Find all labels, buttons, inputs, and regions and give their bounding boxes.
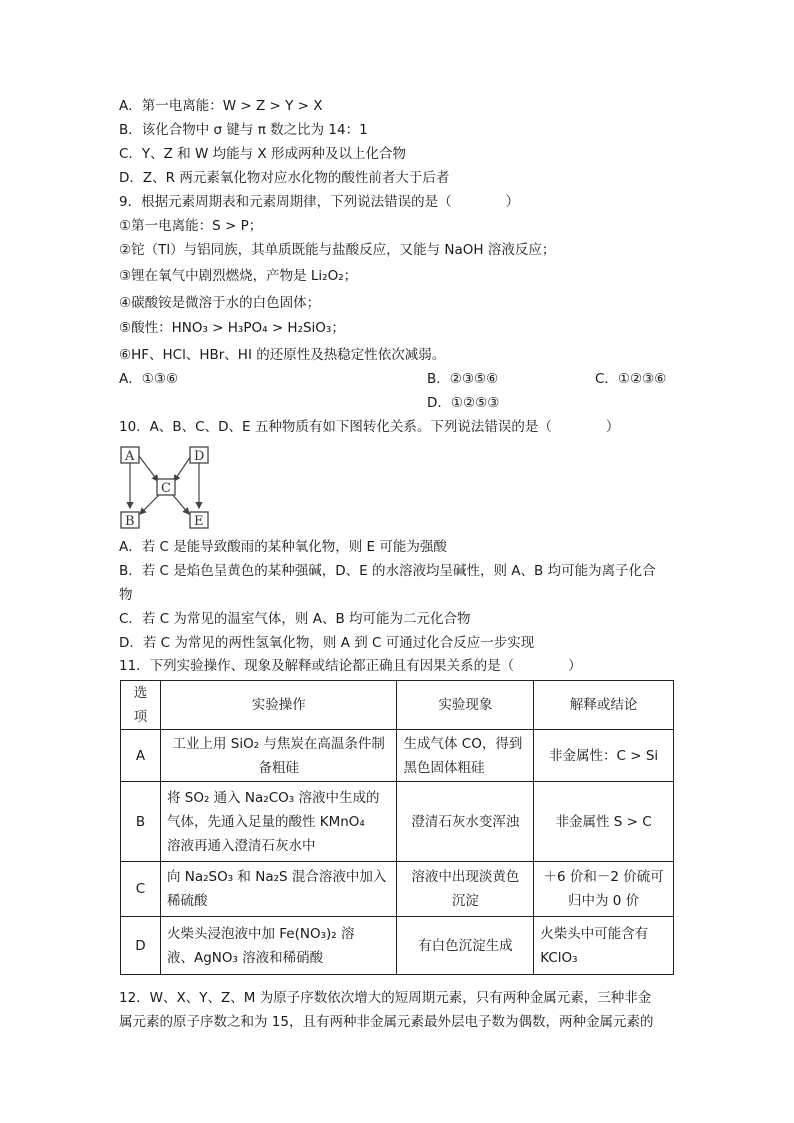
node-d-label: D [194,449,205,464]
conversion-diagram [119,446,219,532]
q9-item-5: ⑤酸性：HNO₃ > H₃PO₄ > H₂SiO₃； [119,320,345,336]
q11-stem: 11．下列实验操作、现象及解释或结论都正确且有因果关系的是（ ） [119,658,582,674]
arrow-d-to-c [174,456,191,481]
q9-item-3: ③锂在氧气中剧烈燃烧，产物是 Li₂O₂； [119,268,358,284]
table-row: C 向 Na₂SO₃ 和 Na₂S 混合溶液中加入 稀硫酸 溶液中出现淡黄色 沉淀 ＋6 价和－2 价硫可 归中为 0 价 [121,862,674,917]
q10-option-d: D．若 C 为常见的两性氢氧化物，则 A 到 C 可通过化合反应一步实现 [119,635,535,651]
node-c-label: C [161,481,171,496]
q10-stem: 10．A、B、C、D、E 五种物质有如下图转化关系。下列说法错误的是（ ） [119,419,620,435]
arrow-a-to-c [139,456,158,481]
q9-option-c: C．①②③⑥ [595,371,667,387]
table-header-row [121,681,674,730]
node-e-label: E [194,514,204,529]
q8-option-a: A．第一电离能：W > Z > Y > X [119,98,323,114]
node-b-label: B [125,514,135,529]
q9-option-d: D．①②⑤③ [427,395,500,411]
q12-line-1: 12．W、X、Y、Z、M 为原子序数依次增大的短周期元素，只有两种金属元素，三种非金 [119,990,652,1006]
arrow-c-to-e [172,494,189,514]
q9-stem: 9．根据元素周期表和元素周期律，下列说法错误的是（ ） [119,194,520,210]
q12-line-2: 属元素的原子序数之和为 15，且有两种非金属元素最外层电子数为偶数，两种金属元素的 [119,1014,654,1030]
arrow-c-to-b [140,494,160,514]
node-a-label: A [125,449,135,464]
q9-item-6: ⑥HF、HCl、HBr、HI 的还原性及热稳定性依次减弱。 [119,347,446,363]
q11-table [120,680,674,975]
q10-option-b: B．若 C 是焰色呈黄色的某种强碱，D、E 的水溶液均呈碱性，则 A、B 均可能为离子化合 [119,563,656,579]
header-operation: 实验操作 [160,681,397,730]
header-option: 选 项 [121,681,161,730]
header-conclusion: 解释或结论 [534,681,674,730]
q9-item-4: ④碳酸铵是微溶于水的白色固体； [119,295,321,311]
table-row: D 火柴头浸泡液中加 Fe(NO₃)₂ 溶 液、AgNO₃ 溶液和稀硝酸 有白色沉淀生成 火柴头中可能含有 KClO₃ [121,917,674,975]
q9-item-1: ①第一电离能：S > P； [119,218,263,234]
q8-option-c: C．Y、Z 和 W 均能与 X 形成两种及以上化合物 [119,146,406,162]
q9-item-2: ②铊（Tl）与铝同族，其单质既能与盐酸反应，又能与 NaOH 溶液反应； [119,242,556,258]
q10-option-c: C．若 C 为常见的温室气体，则 A、B 均可能为二元化合物 [119,611,471,627]
table-row: A 工业上用 SiO₂ 与焦炭在高温条件制 备粗硅 生成气体 CO，得到 黑色固体粗硅 非金属性：C > Si [121,730,674,782]
q10-option-a: A．若 C 是能导致酸雨的某种氧化物，则 E 可能为强酸 [119,539,447,555]
q9-option-b: B．②③⑤⑥ [427,371,499,387]
q9-option-a: A．①③⑥ [119,371,179,387]
q8-option-d: D．Z、R 两元素氧化物对应水化物的酸性前者大于后者 [119,170,450,186]
table-row: B 将 SO₂ 通入 Na₂CO₃ 溶液中生成的 气体，先通入足量的酸性 KMnO₄ 溶液再通入澄清石灰水中 澄清石灰水变浑浊 非金属性 S > C [121,782,674,862]
header-phenomenon: 实验现象 [397,681,534,730]
q10-option-b-cont: 物 [119,587,133,603]
q8-option-b: B．该化合物中 σ 键与 π 数之比为 14：1 [119,122,368,138]
